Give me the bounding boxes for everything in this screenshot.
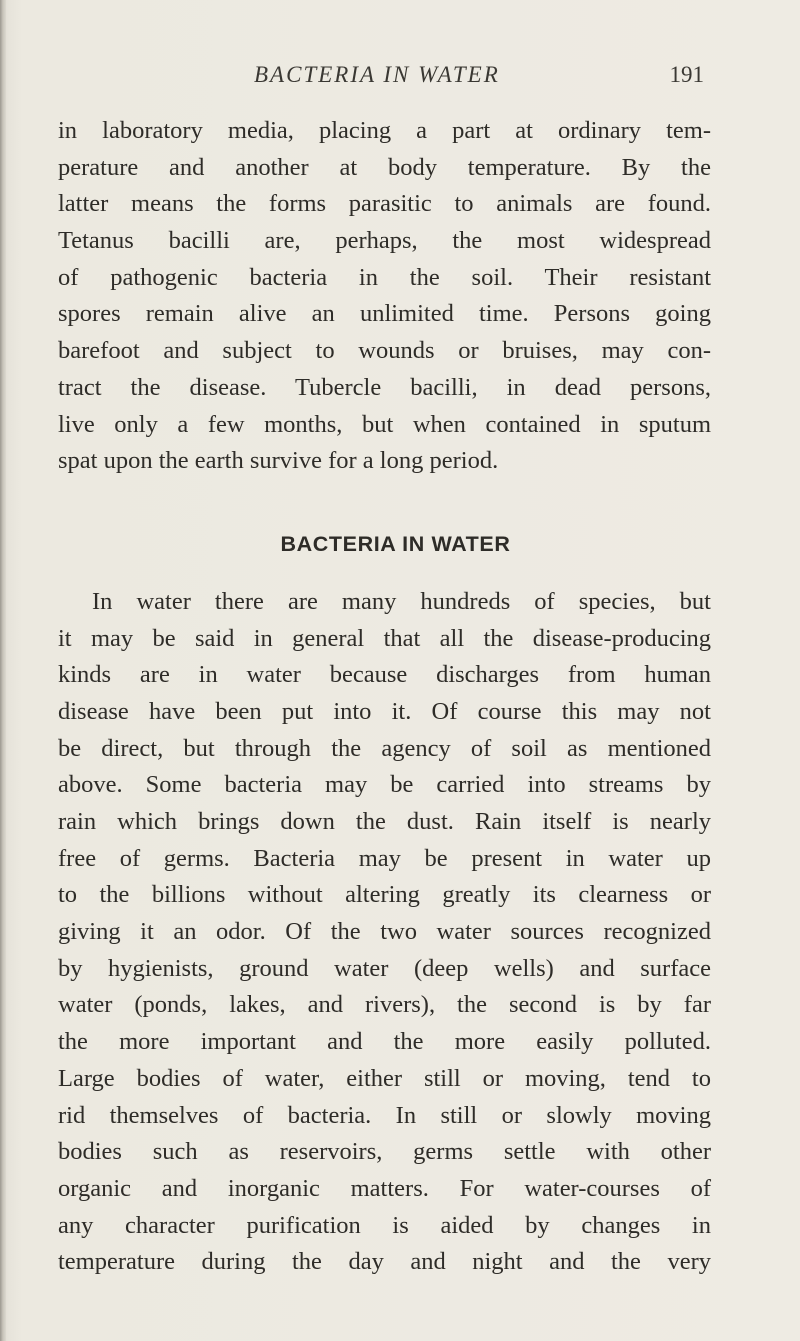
- text-line: barefoot and subject to wounds or bruises, may con-: [58, 337, 711, 365]
- text-line: kinds are in water because discharges from human: [58, 661, 711, 689]
- text-line: rain which brings down the dust. Rain itself is nearly: [58, 808, 711, 835]
- body-text: [58, 113, 711, 1281]
- text-line: disease have been put into it. Of course this may not: [58, 697, 711, 725]
- text-line: spores remain alive an unlimited time. Persons going: [58, 300, 711, 328]
- text-line: spat upon the earth survive for a long period.: [58, 447, 499, 475]
- page-number: 191: [669, 62, 704, 87]
- text-line: bodies such as reservoirs, germs settle with other: [58, 1138, 711, 1166]
- text-line: in laboratory media, placing a part at ordinary tem-: [58, 117, 711, 144]
- page-binding-edge: [0, 0, 6, 1341]
- text-line: above. Some bacteria may be carried into streams by: [58, 771, 711, 799]
- text-line: live only a few months, but when contained in sputum: [58, 410, 711, 438]
- text-line: rid themselves of bacteria. In still or slowly moving: [58, 1101, 711, 1129]
- text-line: by hygienists, ground water (deep wells) and surface: [58, 954, 711, 982]
- paragraph-bacteria-in-water: [58, 584, 711, 1281]
- text-line: tract the disease. Tubercle bacilli, in dead persons,: [58, 373, 711, 401]
- paragraph-soil-bacteria: [58, 113, 711, 480]
- text-line: of pathogenic bacteria in the soil. Their resistant: [58, 263, 711, 291]
- text-line: free of germs. Bacteria may be present in water up: [58, 844, 711, 872]
- running-head: BACTERIA IN WATER: [254, 62, 500, 87]
- text-line: Large bodies of water, either still or moving, tend to: [58, 1064, 711, 1092]
- text-line: to the billions without altering greatly its clearness or: [58, 881, 711, 909]
- text-line: the more important and the more easily polluted.: [58, 1028, 711, 1056]
- text-line: giving it an odor. Of the two water sources recognized: [58, 918, 711, 946]
- text-line: temperature during the day and night and the very: [58, 1248, 711, 1276]
- text-line: Tetanus bacilli are, perhaps, the most widespread: [58, 227, 711, 255]
- text-line: organic and inorganic matters. For water-courses of: [58, 1174, 711, 1202]
- text-line: it may be said in general that all the disease-producing: [58, 624, 711, 652]
- text-line: In water there are many hundreds of species, but: [92, 587, 711, 615]
- text-line: latter means the forms parasitic to animals are found.: [58, 190, 711, 218]
- text-line: perature and another at body temperature. By the: [58, 153, 711, 181]
- text-line: any character purification is aided by changes in: [58, 1211, 711, 1239]
- text-line: be direct, but through the agency of soil as mentioned: [58, 734, 711, 762]
- text-line: water (ponds, lakes, and rivers), the second is by far: [58, 991, 711, 1019]
- section-heading: BACTERIA IN WATER: [280, 531, 511, 556]
